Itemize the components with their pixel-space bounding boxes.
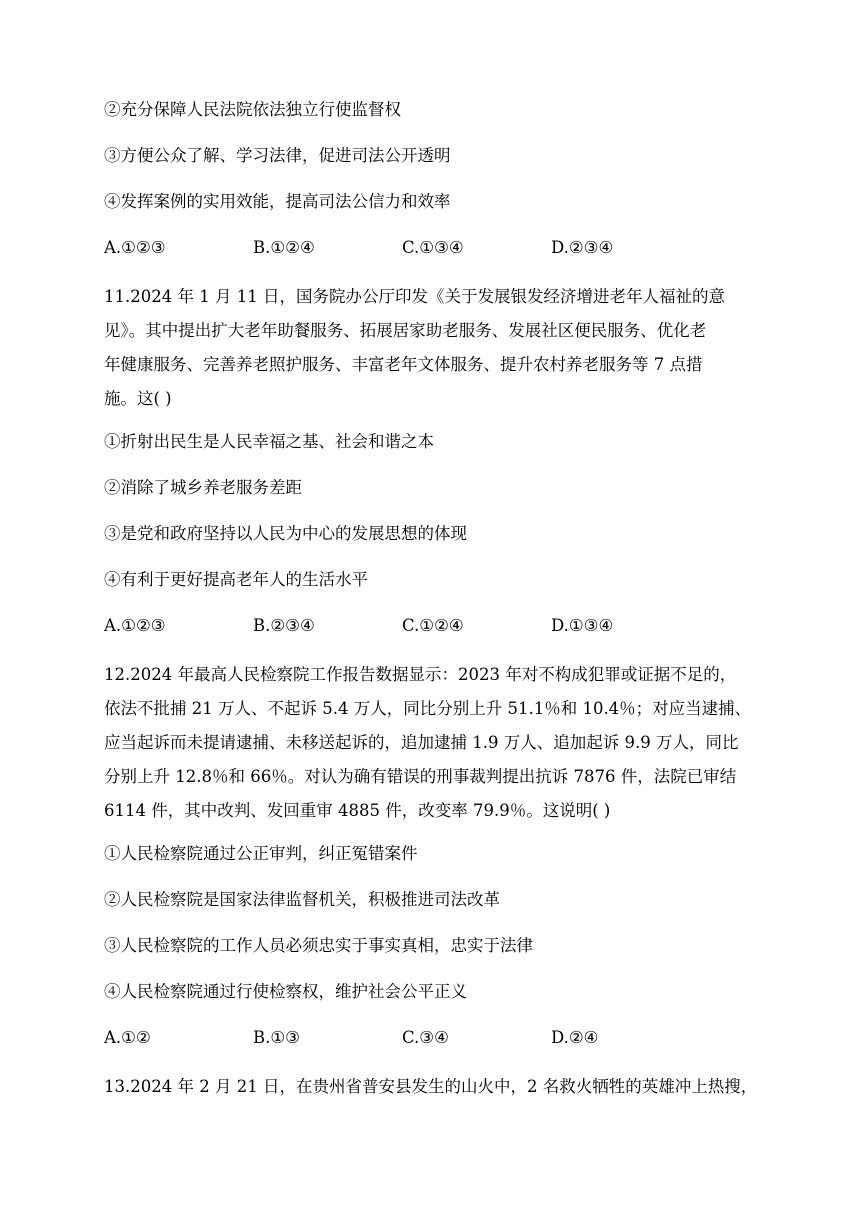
q11-stem [104,280,764,416]
q13-stem-line: 13.2024 年 2 月 21 日，在贵州省普安县发生的山火中，2 名救火牺牲的英雄冲上热搜， [104,1077,758,1096]
q12-choice-b: B.①③ [253,1028,300,1047]
q12-option-1: ①人民检察院通过公正审判，纠正冤错案件 [104,844,418,863]
q11-choice-a: A.①②③ [104,616,166,635]
q12-stem [104,658,764,828]
q12-choices [104,1024,764,1052]
document-page [104,96,764,1116]
q12-stem-line: 6114 件，其中改判、发回重审 4885 件，改变率 79.9％。这说明( ) [104,801,611,820]
q12-choice-c: C.③④ [402,1028,449,1047]
q10-choices [104,234,764,262]
q12-choice-a: A.①② [104,1028,151,1047]
q12-stem-line: 12.2024 年最高人民检察院工作报告数据显示：2023 年对不构成犯罪或证据不足的， [104,665,737,684]
q10-choice-a: A.①②③ [104,238,166,257]
q12-option-3: ③人民检察院的工作人员必须忠实于事实真相，忠实于法律 [104,936,533,955]
q11-choice-b: B.②③④ [253,616,315,635]
q11-option-2: ②消除了城乡养老服务差距 [104,478,302,497]
q12-stem-line: 依法不批捕 21 万人、不起诉 5.4 万人，同比分别上升 51.1％和 10.4％；对应当逮捕、 [104,699,752,718]
q11-choices [104,612,764,640]
q11-stem-line: 11.2024 年 1 月 11 日，国务院办公厅印发《关于发展银发经济增进老年人福祉的意 [104,287,725,306]
q10-option-4: ④发挥案例的实用效能，提高司法公信力和效率 [104,192,451,211]
q11-choice-d: D.①③④ [551,616,614,635]
q10-choice-b: B.①②④ [253,238,315,257]
q12-stem-line: 应当起诉而未提请逮捕、未移送起诉的，追加逮捕 1.9 万人、追加起诉 9.9 万人，同比 [104,733,739,752]
q12-option-2: ②人民检察院是国家法律监督机关，积极推进司法改革 [104,890,500,909]
q10-option-3: ③方便公众了解、学习法律，促进司法公开透明 [104,146,451,165]
q11-option-3: ③是党和政府坚持以人民为中心的发展思想的体现 [104,524,467,543]
q10-choice-d: D.②③④ [551,238,614,257]
q10-option-2: ②充分保障人民法院依法独立行使监督权 [104,100,401,119]
q13-stem [104,1070,764,1104]
q11-choice-c: C.①②④ [402,616,464,635]
q11-stem-line: 施。这( ) [104,389,172,408]
q10-choice-c: C.①③④ [402,238,464,257]
q11-option-4: ④有利于更好提高老年人的生活水平 [104,570,368,589]
q12-stem-line: 分别上升 12.8％和 66％。对认为确有错误的刑事裁判提出抗诉 7876 件，法院已审结 [104,767,737,786]
q11-option-1: ①折射出民生是人民幸福之基、社会和谐之本 [104,432,434,451]
q11-stem-line: 年健康服务、完善养老照护服务、丰富老年文体服务、提升农村养老服务等 7 点措 [104,355,703,374]
q12-choice-d: D.②④ [551,1028,599,1047]
q12-option-4: ④人民检察院通过行使检察权，维护社会公平正义 [104,982,467,1001]
q11-stem-line: 见》。其中提出扩大老年助餐服务、拓展居家助老服务、发展社区便民服务、优化老 [104,321,707,340]
